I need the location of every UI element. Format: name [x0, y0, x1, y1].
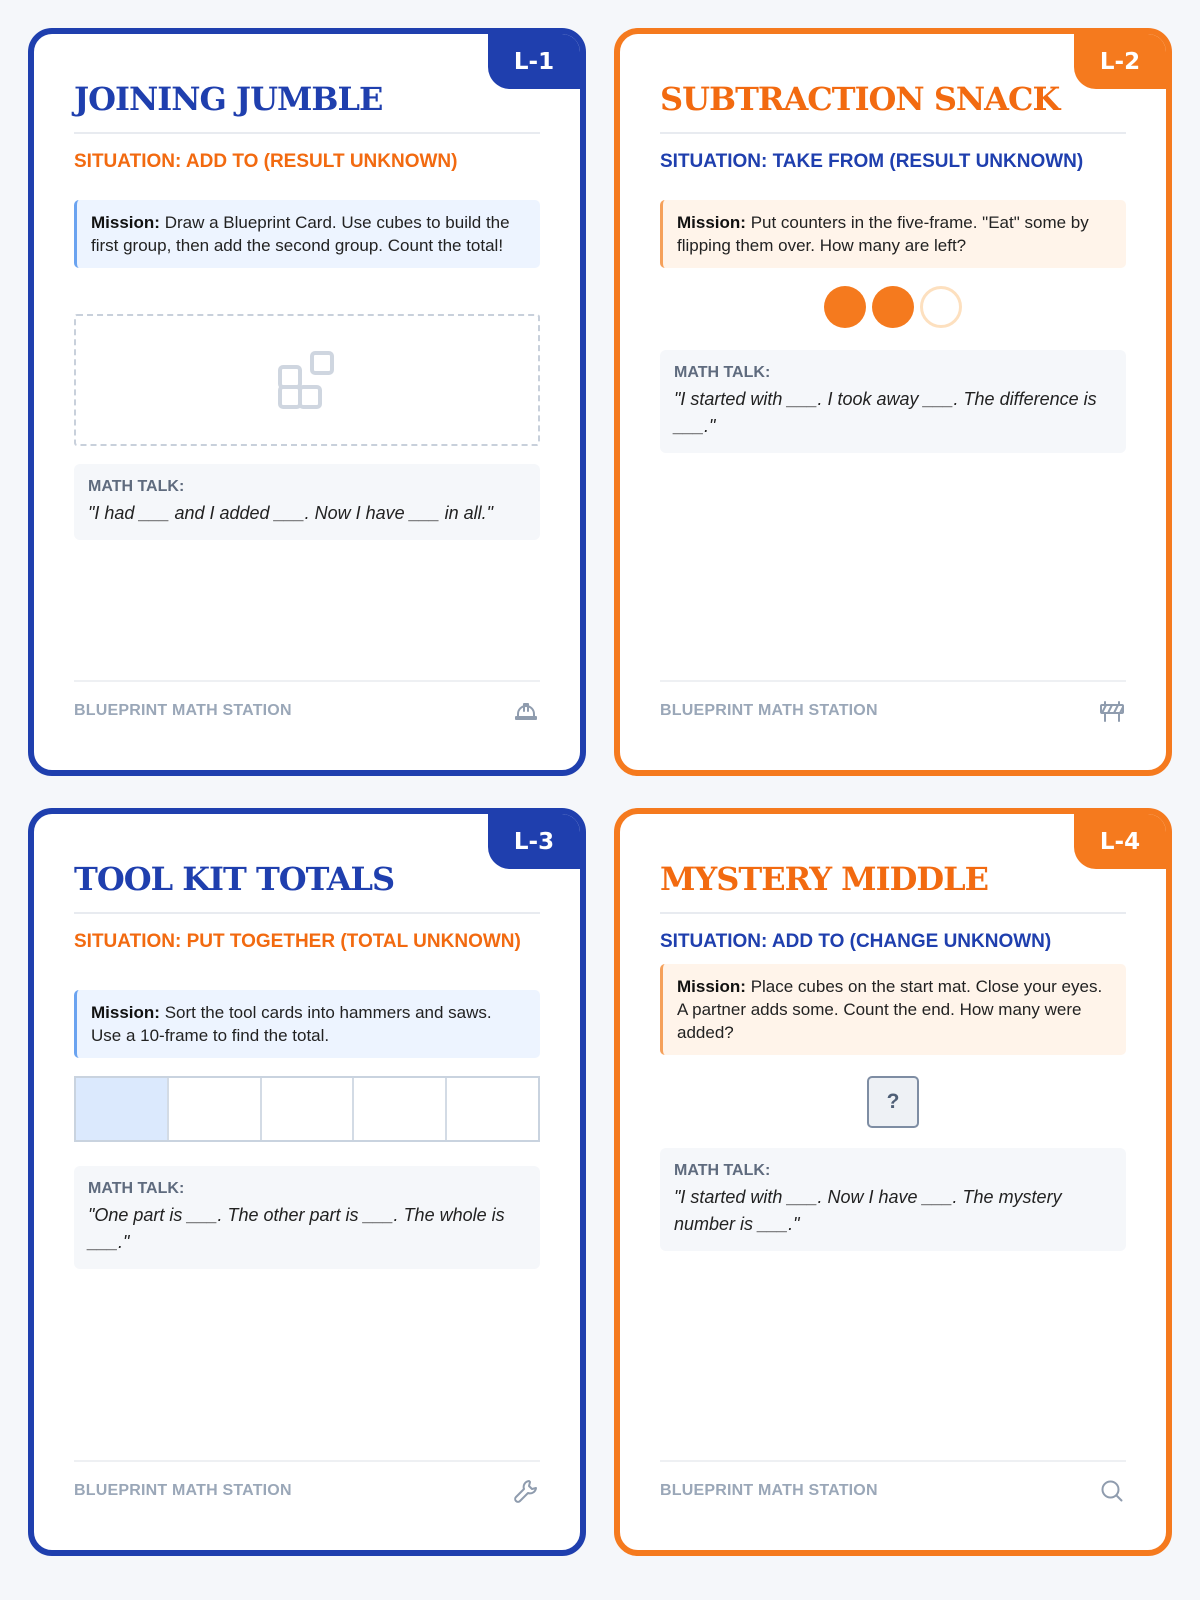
footer-label: BLUEPRINT MATH STATION — [660, 1482, 878, 1499]
mystery-box: ? — [867, 1076, 919, 1128]
level-badge: L-1 — [488, 34, 580, 89]
math-talk-text: "I started with ___. I took away ___. The difference is ___." — [674, 389, 1097, 436]
math-talk-label: MATH TALK: — [674, 1162, 771, 1179]
magnifier-icon — [1098, 1477, 1126, 1505]
card-footer — [660, 1460, 1126, 1520]
card-footer — [74, 680, 540, 740]
card-title: SUBTRACTION SNACK — [660, 80, 1126, 134]
frame-cell — [262, 1078, 355, 1140]
wrench-icon — [512, 1477, 540, 1505]
footer-label: BLUEPRINT MATH STATION — [660, 702, 878, 719]
counter-filled — [872, 286, 914, 328]
station-card-l2 — [614, 28, 1172, 776]
situation-label: SITUATION: ADD TO (CHANGE UNKNOWN) — [660, 931, 1052, 952]
math-talk-text: "I started with ___. Now I have ___. The mystery number is ___." — [674, 1187, 1062, 1234]
frame-cell — [169, 1078, 262, 1140]
frame-cell — [76, 1078, 169, 1140]
image-placeholder — [74, 314, 540, 446]
counter-filled — [824, 286, 866, 328]
card-footer — [660, 680, 1126, 740]
situation-label: SITUATION: TAKE FROM (RESULT UNKNOWN) — [660, 151, 1084, 172]
mission-text: Place cubes on the start mat. Close your eyes. A partner adds some. Count the end. How many were added? — [677, 977, 1103, 1042]
mission-label: Mission: — [91, 1003, 160, 1022]
station-card-l4 — [614, 808, 1172, 1556]
station-card-l1 — [28, 28, 586, 776]
level-badge: L-3 — [488, 814, 580, 869]
mission-box — [74, 200, 540, 268]
station-card-l3 — [28, 808, 586, 1556]
math-talk-text: "One part is ___. The other part is ___. The whole is ___." — [88, 1205, 505, 1252]
mission-box — [74, 990, 540, 1058]
mission-box — [660, 964, 1126, 1055]
situation-label: SITUATION: ADD TO (RESULT UNKNOWN) — [74, 151, 458, 172]
math-talk-label: MATH TALK: — [88, 478, 185, 495]
card-title: MYSTERY MIDDLE — [660, 860, 1126, 914]
card-title: TOOL KIT TOTALS — [74, 860, 540, 914]
frame-cell — [447, 1078, 538, 1140]
math-talk-text: "I had ___ and I added ___. Now I have ___ in all." — [88, 503, 494, 523]
mission-text: Draw a Blueprint Card. Use cubes to build the first group, then add the second group. Count the total! — [91, 213, 510, 255]
footer-label: BLUEPRINT MATH STATION — [74, 702, 292, 719]
math-talk-box — [660, 350, 1126, 453]
counters-row — [660, 286, 1126, 328]
card-title: JOINING JUMBLE — [74, 80, 540, 134]
counter-empty — [920, 286, 962, 328]
mission-label: Mission: — [677, 977, 746, 996]
card-footer — [74, 1460, 540, 1520]
mission-box — [660, 200, 1126, 268]
math-talk-box — [74, 464, 540, 540]
level-badge: L-2 — [1074, 34, 1166, 89]
situation-label: SITUATION: PUT TOGETHER (TOTAL UNKNOWN) — [74, 931, 521, 952]
math-talk-label: MATH TALK: — [88, 1180, 185, 1197]
mission-text: Sort the tool cards into hammers and saws. Use a 10-frame to find the total. — [91, 1003, 492, 1045]
mission-label: Mission: — [677, 213, 746, 232]
construction-barrier-icon — [1098, 697, 1126, 725]
math-talk-box — [74, 1166, 540, 1269]
mission-label: Mission: — [91, 213, 160, 232]
math-talk-label: MATH TALK: — [674, 364, 771, 381]
mission-text: Put counters in the five-frame. "Eat" some by flipping them over. How many are left? — [677, 213, 1089, 255]
blocks-icon — [276, 349, 338, 411]
level-badge: L-4 — [1074, 814, 1166, 869]
hard-hat-icon — [512, 697, 540, 725]
frame-cell — [354, 1078, 447, 1140]
math-talk-box — [660, 1148, 1126, 1251]
ten-frame — [74, 1076, 540, 1142]
footer-label: BLUEPRINT MATH STATION — [74, 1482, 292, 1499]
